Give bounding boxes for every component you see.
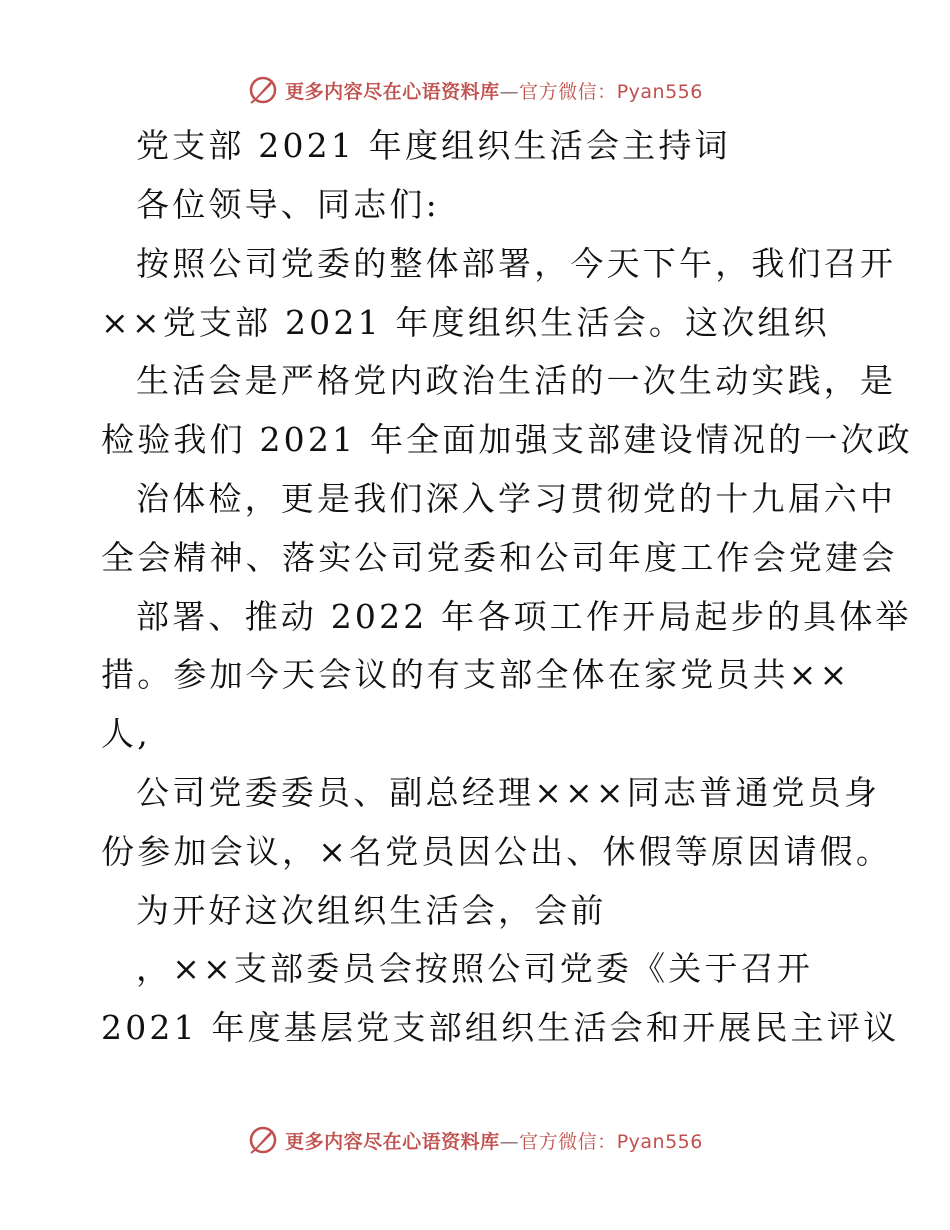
body-line: 按照公司党委的整体部署，今天下午，我们召开 [136,244,897,283]
banner-separator: — [499,1130,520,1153]
body-line: ，××支部委员会按照公司党委《关于召开 [136,949,814,988]
body-line: 生活会是严格党内政治生活的一次生动实践，是 [136,361,897,400]
document-title: 党支部 2021 年度组织生活会主持词 [136,126,731,165]
body-line: 部署、推动 2022 年各项工作开局起步的具体举 [136,597,912,636]
body-line: 措。参加今天会议的有支部全体在家党员共×× [101,655,851,694]
body-line: 人, [101,714,151,753]
banner-separator: — [499,80,520,103]
banner-main-text: 更多内容尽在心语资料库 [285,1130,500,1153]
body-line: 公司党委委员、副总经理×××同志普通党员身 [136,773,881,812]
salutation: 各位领导、同志们: [136,185,440,224]
quill-pen-logo-icon [247,1124,279,1156]
wechat-label: 官方微信： [519,1130,617,1153]
body-line: 全会精神、落实公司党委和公司年度工作会党建会 [101,538,898,577]
wechat-id: Pyan556 [616,1130,703,1153]
body-line: 检验我们 2021 年全面加强支部建设情况的一次政 [101,420,913,459]
body-line: ××党支部 2021 年度组织生活会。这次组织 [101,303,830,342]
banner-text [285,1127,703,1154]
wechat-label: 官方微信： [519,80,617,103]
body-line: 2021 年度基层党支部组织生活会和开展民主评议 [101,1008,900,1047]
body-line: 为开好这次组织生活会，会前 [136,891,607,930]
banner-main-text: 更多内容尽在心语资料库 [285,80,500,103]
wechat-id: Pyan556 [616,80,703,103]
footer-banner [0,1120,950,1160]
body-line: 份参加会议，×名党员因公出、休假等原因请假。 [101,832,893,871]
body-line: 治体检，更是我们深入学习贯彻党的十九届六中 [136,479,897,518]
